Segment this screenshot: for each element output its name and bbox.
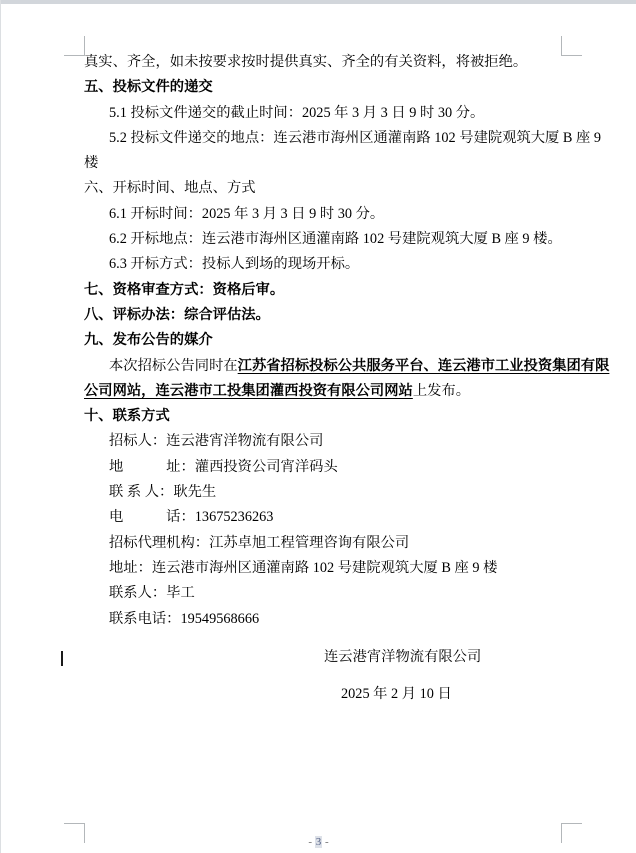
contact-person: 联 系 人：耿先生 <box>109 484 217 501</box>
page-number-field: 3 <box>315 836 322 848</box>
signature-company: 连云港宵洋物流有限公司 <box>324 648 482 665</box>
contact-agency-phone: 联系电话：19549568666 <box>109 610 260 627</box>
contact-agency: 招标代理机构：江苏卓旭工程管理咨询有限公司 <box>109 534 410 551</box>
intro-continuation-text: 真实、齐全，如未按要求按时提供真实、齐全的有关资料，将被拒绝。 <box>84 54 528 70</box>
section-7-heading: 七、资格审查方式：资格后审。 <box>84 281 285 298</box>
section-10-heading: 十、联系方式 <box>84 408 170 425</box>
section-5-heading: 五、投标文件的递交 <box>84 79 213 96</box>
contact-agency-address: 地址：连云港市海州区通灌南路 102 号建院观筑大厦 B 座 9 楼 <box>109 559 498 576</box>
item-5-1: 5.1 投标文件递交的截止时间：2025 年 3 月 3 日 9 时 30 分。 <box>109 104 485 121</box>
spacer <box>84 670 561 682</box>
document-body[interactable] <box>84 50 610 707</box>
media-announcement-suffix: 上发布。 <box>412 382 471 399</box>
page-number-suffix: - <box>322 836 329 848</box>
window-top-edge <box>1 0 636 4</box>
crop-mark-top-right <box>561 36 582 56</box>
page-number <box>1 835 636 849</box>
contact-agency-person: 联系人：毕工 <box>109 585 195 602</box>
item-5-2: 5.2 投标文件递交的地点：连云港市海州区通灌南路 102 号建院观筑大厦 B 座 9 <box>109 129 602 146</box>
media-platform-names-part1: 江苏省招标投标公共服务平台、连云港市工业投资集团有限 <box>237 357 610 374</box>
item-5-2-continuation: 楼 <box>84 155 99 172</box>
contact-tenderer: 招标人：连云港宵洋物流有限公司 <box>109 433 324 450</box>
media-announcement-line-1 <box>84 354 610 379</box>
spacer <box>84 632 561 645</box>
section-8-heading: 八、评标办法：综合评估法。 <box>84 306 270 323</box>
text-cursor <box>61 651 63 666</box>
item-6-1: 6.1 开标时间：2025 年 3 月 3 日 9 时 30 分。 <box>109 205 385 222</box>
media-announcement-prefix: 本次招标公告同时在 <box>109 357 238 374</box>
item-6-2: 6.2 开标地点：连云港市海州区通灌南路 102 号建院观筑大厦 B 座 9 楼。 <box>109 231 562 248</box>
media-announcement-line-2 <box>84 379 561 404</box>
media-platform-names-part2: 公司网站，连云港市工投集团灌西投资有限公司网站 <box>84 382 413 399</box>
contact-phone: 电 话：13675236263 <box>109 509 274 526</box>
item-6-3: 6.3 开标方式：投标人到场的现场开标。 <box>109 256 360 273</box>
contact-address: 地 址：灌西投资公司宵洋码头 <box>109 458 338 475</box>
crop-mark-top-left <box>64 36 85 56</box>
page-number-prefix: - <box>308 836 315 848</box>
section-6-heading: 六、开标时间、地点、方式 <box>84 180 256 197</box>
signature-date: 2025 年 2 月 10 日 <box>341 686 452 703</box>
section-9-heading: 九、发布公告的媒介 <box>84 332 213 349</box>
